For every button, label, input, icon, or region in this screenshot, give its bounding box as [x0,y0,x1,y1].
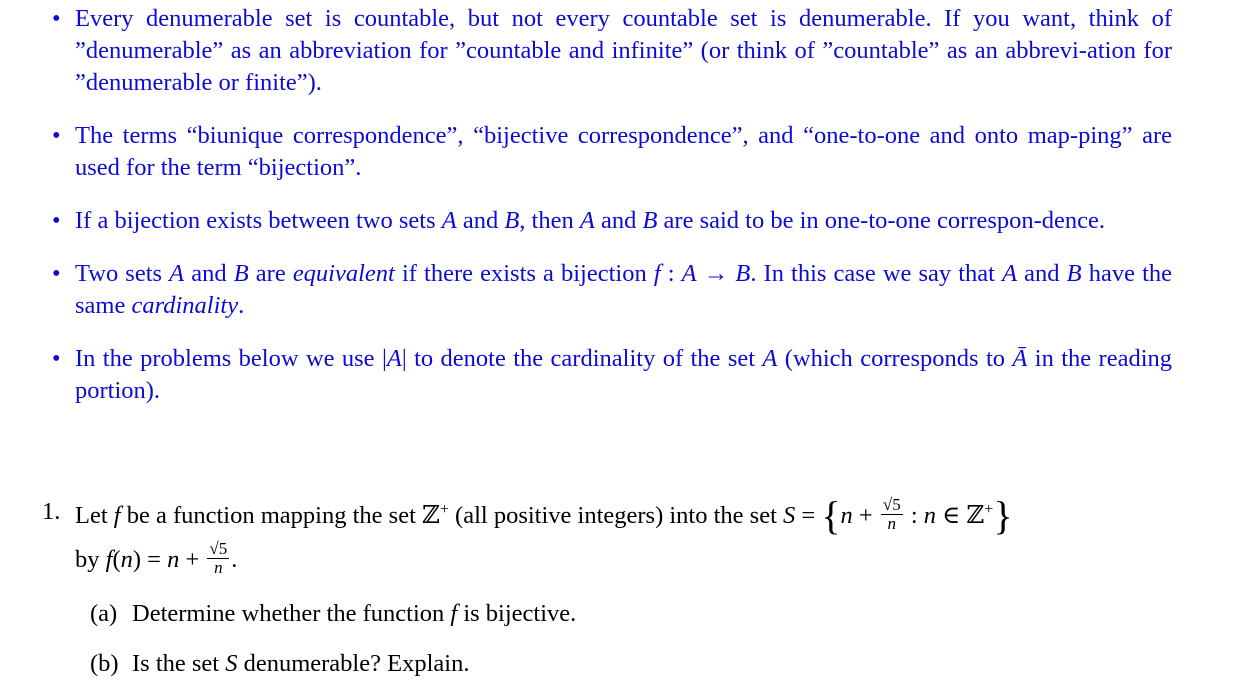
bullet-item-bijection-terms [52,120,1172,184]
bullet-text: If a bijection exists between two sets A and B, then A and B are said to be in one-to-one correspon-dence. [75,207,1106,234]
subpart-label: (a) [90,600,118,627]
bullet-text: The terms “biunique correspondence”, “bijective correspondence”, and “one-to-one and onto map-ping” are used for the term “bijection”. [75,122,1172,181]
bullet-dot-icon: • [52,345,61,372]
subpart-a [90,598,1090,630]
bullet-item-one-to-one [52,205,1172,237]
math-fraction: $\frac{√5}{n}$ [209,538,228,577]
math-brace: } [993,493,1013,538]
math-brace: { [821,493,841,538]
subpart-text: Is the set S denumerable? Explain. [132,650,470,677]
notes-bullet-list [52,3,1172,428]
problem-number: 1. [42,498,61,525]
bullet-dot-icon: • [52,207,61,234]
bullet-item-cardinality-notation [52,343,1172,407]
problem-statement-line-2: by f(n) = n + $\frac{√5}{n}$ . [75,538,238,577]
problem-statement [75,494,1175,582]
problem-subparts [90,598,1090,698]
math-fraction: $\frac{√5}{n}$ [882,494,901,533]
bullet-text: Every denumerable set is countable, but not every countable set is denumerable. If you want, think of ”denumerable” as an abbreviation for ”countable and infinite” (or think of ”countable” as an abbrevi-ation for ”denumerable or finite”). [75,5,1172,96]
bullet-text: Two sets A and B are equivalent if there exists a bijection f : A → B. In this case we say that A and B have the same cardinality. [75,260,1173,319]
problem-statement-line-1: Let f be a function mapping the set ℤ+ (all positive integers) into the set S = {n + $\frac{√5}{n}$ : n ∈ ℤ+} [75,493,1013,538]
bullet-dot-icon: • [52,122,61,149]
bullet-item-equivalent [52,258,1172,322]
bullet-dot-icon: • [52,5,61,32]
subpart-b [90,648,1090,680]
bullet-item-denumerable [52,3,1172,99]
subpart-text: Determine whether the function f is bijective. [132,600,577,627]
bullet-text: In the problems below we use |A| to denote the cardinality of the set A (which corresponds to Ā in the reading portion). [75,345,1173,404]
bullet-dot-icon: • [52,260,61,287]
subpart-label: (b) [90,650,119,677]
